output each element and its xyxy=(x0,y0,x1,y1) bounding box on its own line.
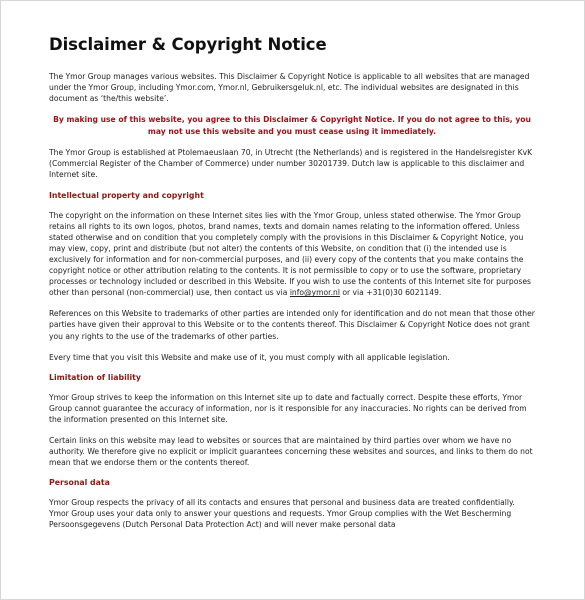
ip-paragraph-2: References on this Website to trademarks of other parties are intended only for identification and do not mean that those other parties have given their approval to this Website or to the contents thereof. This Disclaimer & Copyright Notice does not grant you any rights to the use of the trademarks of other parties. xyxy=(49,309,535,341)
liability-paragraph-2: Certain links on this website may lead to websites or sources that are maintained by third parties over whom we have no authority. We therefore give no explicit or implicit guarantees concerning these websites and sources, and links to them do not mean that we endorse them or the contents thereof. xyxy=(49,435,533,468)
section-heading-liability: Limitation of liability xyxy=(49,372,141,382)
document-title: Disclaimer & Copyright Notice xyxy=(49,35,327,54)
ip-paragraph-1 xyxy=(49,210,535,299)
section-heading-personal: Personal data xyxy=(49,478,110,488)
ip-text-after-email: or via +31(0)30 6021149. xyxy=(339,288,442,298)
ip-text-before-email: The copyright on the information on these Internet sites lies with the Ymor Group, unless stated otherwise. The Ymor Group retains all rights to its own logos, photos, brand names, texts and domain names relating to the information offered. Unless stated otherwise and on condition that you completely comply with the provisions in this Disclaimer & Copyright Notice, you may view, copy, print and distribute (but not alter) the contents of this Website, on condition that (i) the intended use is exclusively for information and for non-commercial purposes, and (ii) every copy of the contents that you make contains the copyright notice or other attribution relating to the contents. It is not permissible to copy or to use the software, proprietary processes or technology included or described in this Website. If you wish to use the contents of this Internet site for purposes other than personal (non-commercial) use, then contact us via xyxy=(49,210,531,298)
intro-paragraph: The Ymor Group manages various websites. This Disclaimer & Copyright Notice is applicable to all websites that are managed under the Ymor Group, including Ymor.com, Ymor.nl, Gebruikersgeluk.nl, etc. The individual websites are designated in this document as ‘the/this website’. xyxy=(49,72,530,104)
personal-paragraph-1: Ymor Group respects the privacy of all its contacts and ensures that personal and business data are treated confidentially. Ymor Group uses your data only to answer your questions and requests. Ymor Group complies with the Wet Bescherming Persoonsgegevens (Dutch Personal Data Protection Act) and will never make personal data xyxy=(49,498,515,530)
establishment-paragraph: The Ymor Group is established at Ptolemaeuslaan 70, in Utrecht (the Netherlands) and is registered in the Handelsregister KvK (Commercial Register of the Chamber of Commerce) under number 30201739. Dutch law is applicable to this disclaimer and Internet site. xyxy=(49,148,533,180)
email-link[interactable]: info@ymor.nl xyxy=(289,288,340,298)
section-heading-ip: Intellectual property and copyright xyxy=(49,190,204,200)
ip-paragraph-3: Every time that you visit this Website and make use of it, you must comply with all applicable legislation. xyxy=(49,352,450,362)
usage-warning: By making use of this website, you agree to this Disclaimer & Copyright Notice. If you do not agree to this, you may not use this website and you must cease using it immediately. xyxy=(53,115,531,136)
liability-paragraph-1: Ymor Group strives to keep the information on this Internet site up to date and factually correct. Despite these efforts, Ymor Group cannot guarantee the accuracy of information, nor is it responsible for any inaccuracies. No rights can be derived from the information presented on this Internet site. xyxy=(49,392,527,424)
document-content xyxy=(49,35,535,541)
